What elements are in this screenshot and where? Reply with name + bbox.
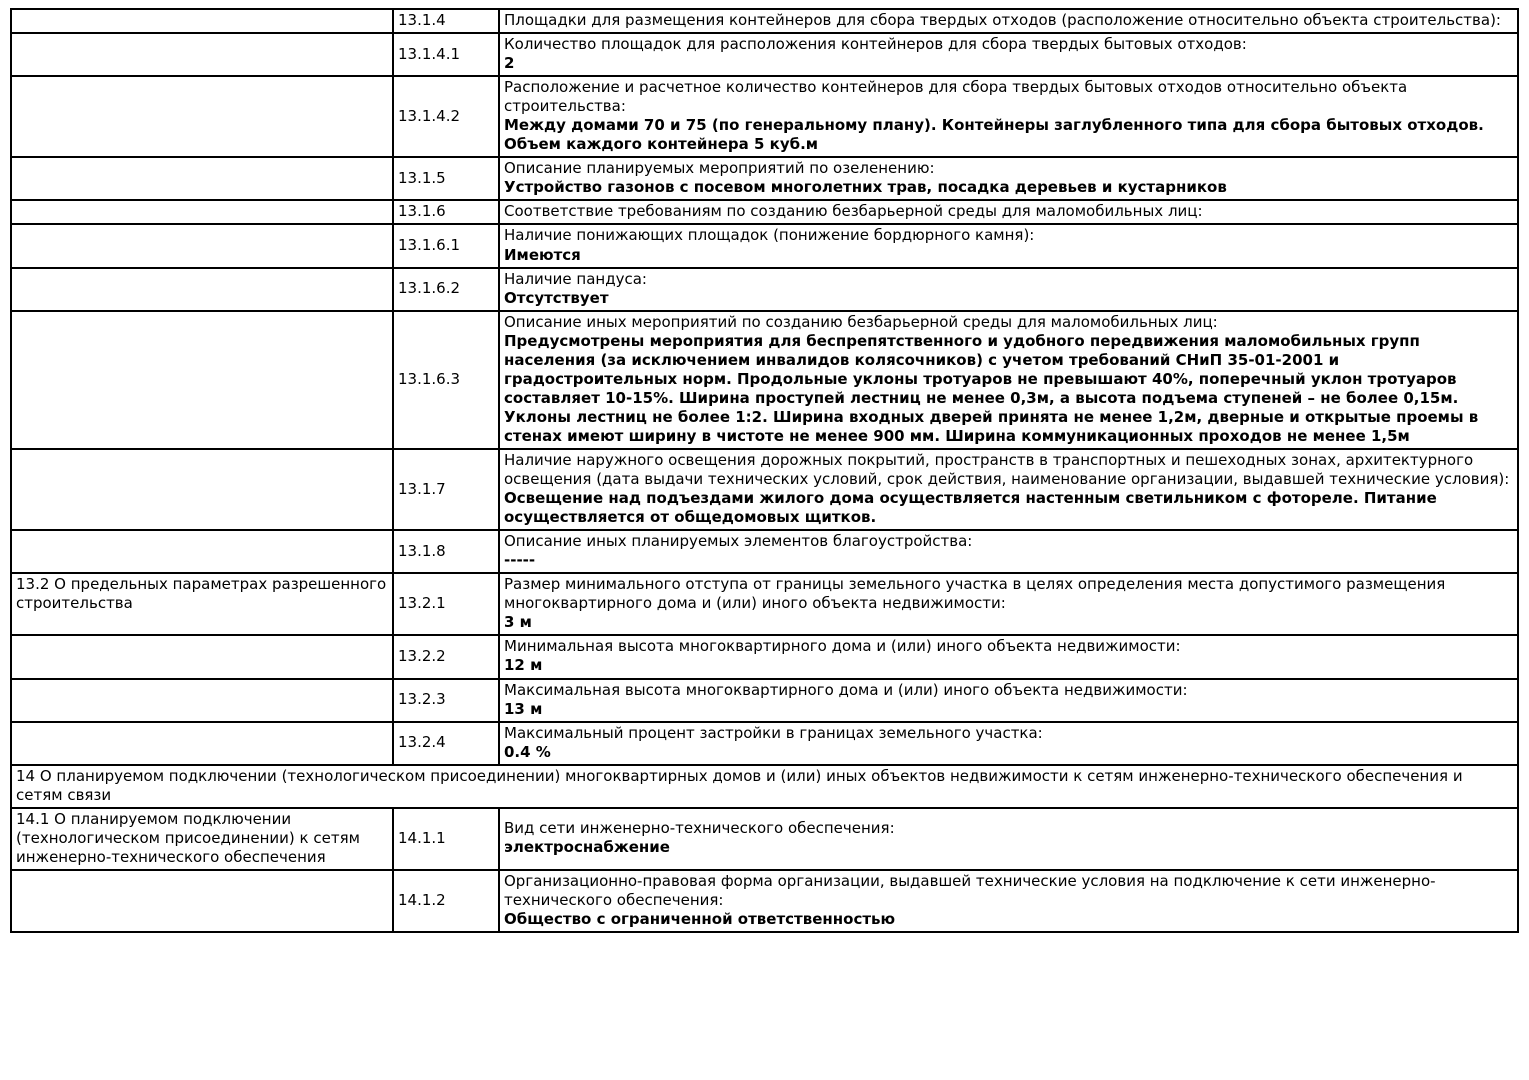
section-label-cell: 13.2 О предельных параметрах разрешенного строительства — [11, 573, 393, 635]
answer-text: Предусмотрены мероприятия для беспрепятственного и удобного передвижения маломобильных групп населения (за исключением инвалидов колясочников) с учетом требований СНиП 35-01-2001 и градостроительных норм. Продольные уклоны тротуаров не превышают 40%, поперечный уклон тротуаров составляет 10-15%. Ширина проступей лестниц не менее 0,3м, а высота подъема ступеней – не более 0,15м. Уклоны лестниц не более 1:2. Ширина входных дверей принята не менее 1,2м, дверные и открытые проемы в стенах имеют ширину в чистоте не менее 900 мм. Ширина коммуникационных проходов не менее 1,5м — [504, 331, 1479, 445]
section-label-cell — [11, 679, 393, 722]
table-row — [11, 157, 1518, 200]
section-label-cell — [11, 530, 393, 573]
item-number-cell: 13.1.6.3 — [393, 311, 499, 449]
question-text: Организационно-правовая форма организации, выдавшей технические условия на подключение к сети инженерно-технического обеспечения: — [504, 871, 1436, 909]
section-label-cell — [11, 200, 393, 224]
table-row — [11, 224, 1518, 267]
section-label-cell — [11, 449, 393, 530]
answer-text: Между домами 70 и 75 (по генеральному плану). Контейнеры заглубленного типа для сбора бытовых отходов. Объем каждого контейнера 5 куб.м — [504, 116, 1484, 154]
item-number-cell: 13.1.4 — [393, 9, 499, 33]
project-declaration-table — [10, 8, 1519, 933]
table-row — [11, 33, 1518, 76]
table-row — [11, 870, 1518, 932]
question-text: Площадки для размещения контейнеров для сбора твердых отходов (расположение относительно объекта строительства): — [504, 11, 1501, 29]
answer-text: Устройство газонов с посевом многолетних трав, посадка деревьев и кустарников — [504, 178, 1227, 197]
item-content-cell — [499, 449, 1518, 530]
question-text: Минимальная высота многоквартирного дома и (или) иного объекта недвижимости: — [504, 637, 1181, 656]
item-content-cell — [499, 573, 1518, 635]
item-content-cell — [499, 157, 1518, 200]
question-text: Количество площадок для расположения контейнеров для сбора твердых бытовых отходов: — [504, 35, 1247, 54]
item-content-cell — [499, 268, 1518, 311]
question-text: Максимальный процент застройки в границах земельного участка: — [504, 723, 1043, 742]
item-number-cell: 13.1.6.1 — [393, 224, 499, 267]
item-content-cell — [499, 311, 1518, 449]
item-number-cell: 13.1.4.2 — [393, 76, 499, 157]
question-text: Наличие понижающих площадок (понижение бордюрного камня): — [504, 226, 1035, 245]
item-content-cell — [499, 76, 1518, 157]
item-number-cell: 13.1.5 — [393, 157, 499, 200]
section-label-cell — [11, 268, 393, 311]
item-number-cell: 13.1.4.1 — [393, 33, 499, 76]
item-number-cell: 13.1.6 — [393, 200, 499, 224]
answer-text: ----- — [504, 551, 536, 570]
section-label-cell — [11, 9, 393, 33]
section-label-cell — [11, 157, 393, 200]
item-content-cell — [499, 679, 1518, 722]
table-row — [11, 268, 1518, 311]
answer-text: 13 м — [504, 699, 543, 718]
item-content-cell — [499, 33, 1518, 76]
answer-text: 12 м — [504, 656, 543, 675]
question-text: Наличие пандуса: — [504, 269, 647, 288]
answer-text: Освещение над подъездами жилого дома осуществляется настенным светильником с фотореле. Питание осуществляется от общедомовых щитков. — [504, 489, 1437, 527]
section-label-cell — [11, 635, 393, 678]
section-label-cell — [11, 870, 393, 932]
table-row — [11, 311, 1518, 449]
table-row — [11, 635, 1518, 678]
table-row — [11, 679, 1518, 722]
section-label-cell — [11, 722, 393, 765]
item-content-cell — [499, 200, 1518, 224]
table-row — [11, 9, 1518, 33]
section-label-cell — [11, 33, 393, 76]
table-row — [11, 449, 1518, 530]
item-content-cell — [499, 635, 1518, 678]
item-number-cell: 13.2.1 — [393, 573, 499, 635]
answer-text: Общество с ограниченной ответственностью — [504, 910, 896, 929]
table-row — [11, 530, 1518, 573]
section-header-text: 14 О планируемом подключении (технологическом присоединении) многоквартирных домов и (или) иных объектов недвижимости к сетям инженерно-технического обеспечения и сетям связи — [11, 765, 1518, 808]
table-row — [11, 200, 1518, 224]
item-number-cell: 13.1.6.2 — [393, 268, 499, 311]
section-header-row — [11, 765, 1518, 808]
section-label-cell: 14.1 О планируемом подключении (технологическом присоединении) к сетям инженерно-технического обеспечения — [11, 808, 393, 870]
answer-text: электроснабжение — [504, 838, 670, 857]
item-content-cell — [499, 870, 1518, 932]
question-text: Размер минимального отступа от границы земельного участка в целях определения места допустимого размещения многоквартирного дома и (или) иного объекта недвижимости: — [504, 575, 1446, 613]
item-number-cell: 13.2.3 — [393, 679, 499, 722]
item-number-cell: 14.1.1 — [393, 808, 499, 870]
item-content-cell — [499, 722, 1518, 765]
question-text: Максимальная высота многоквартирного дома и (или) иного объекта недвижимости: — [504, 680, 1188, 699]
table-row — [11, 722, 1518, 765]
item-number-cell: 13.2.4 — [393, 722, 499, 765]
table-row — [11, 808, 1518, 870]
answer-text: 0.4 % — [504, 742, 551, 761]
question-text: Описание иных мероприятий по созданию безбарьерной среды для маломобильных лиц: — [504, 312, 1218, 331]
item-content-cell — [499, 530, 1518, 573]
section-label-cell — [11, 311, 393, 449]
answer-text: 2 — [504, 54, 515, 73]
question-text: Соответствие требованиям по созданию безбарьерной среды для маломобильных лиц: — [504, 202, 1203, 221]
item-content-cell — [499, 9, 1518, 33]
question-text: Описание планируемых мероприятий по озеленению: — [504, 159, 935, 178]
item-content-cell — [499, 224, 1518, 267]
item-content-cell — [499, 808, 1518, 870]
answer-text: Отсутствует — [504, 288, 609, 307]
declaration-table-body — [11, 9, 1518, 932]
answer-text: Имеются — [504, 245, 581, 264]
question-text: Вид сети инженерно-технического обеспечения: — [504, 819, 895, 838]
section-label-cell — [11, 224, 393, 267]
table-row — [11, 76, 1518, 157]
section-label-cell — [11, 76, 393, 157]
table-row — [11, 573, 1518, 635]
item-number-cell: 13.1.8 — [393, 530, 499, 573]
question-text: Наличие наружного освещения дорожных покрытий, пространств в транспортных и пешеходных зонах, архитектурного освещения (дата выдачи технических условий, срок действия, наименование организации, выдавшей технические условия): — [504, 450, 1510, 489]
question-text: Расположение и расчетное количество контейнеров для сбора твердых бытовых отходов относительно объекта строительства: — [504, 78, 1408, 116]
answer-text: 3 м — [504, 613, 532, 632]
item-number-cell: 14.1.2 — [393, 870, 499, 932]
question-text: Описание иных планируемых элементов благоустройства: — [504, 532, 973, 551]
item-number-cell: 13.2.2 — [393, 635, 499, 678]
item-number-cell: 13.1.7 — [393, 449, 499, 530]
